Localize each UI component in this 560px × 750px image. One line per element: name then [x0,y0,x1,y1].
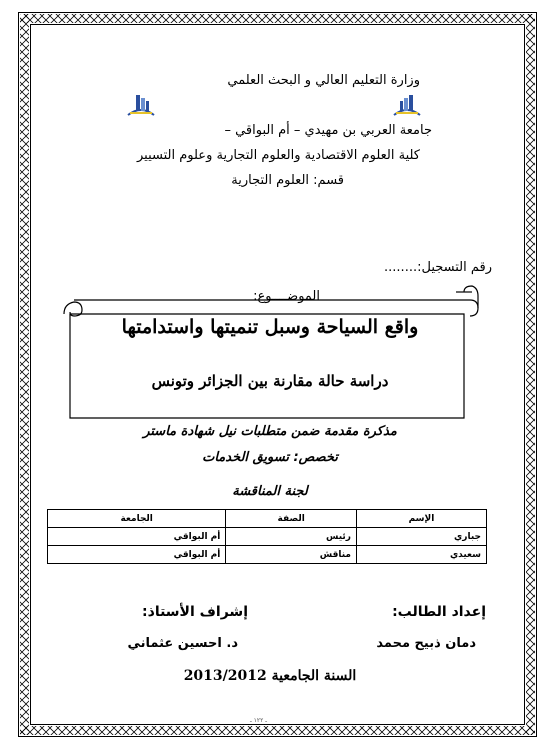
header-name: الإسم [356,510,486,528]
jury-table [47,509,487,564]
student-name: دمان ذبيح محمد [376,636,476,651]
subject-label: الموضــــوع: [253,289,320,304]
page-footer-mark: ـ ١٢٢ ـ [250,717,268,724]
cell-role: مناقش [226,546,357,564]
title-scroll-frame [60,284,480,424]
department-name: قسم: العلوم التجارية [231,173,344,188]
supervisor-name: د. احسين عثماني [127,636,238,651]
academic-year: السنة الجامعية 2013/2012 [183,668,357,684]
table-row [48,546,487,564]
ministry-name: وزارة التعليم العالي و البحث العلمي [227,73,420,88]
registration-number: رقم التسجيل:........ [384,260,492,275]
university-logo-left [126,91,156,119]
cell-university: أم البواقي [48,546,226,564]
cell-name: سعيدي [356,546,486,564]
header-university: الجامعة [48,510,226,528]
memo-statement: مذكرة مقدمة ضمن متطلبات نيل شهادة ماستر [143,424,397,439]
cell-role: رئيس [226,528,357,546]
faculty-name: كلية العلوم الاقتصادية والعلوم التجارية وعلوم التسيير [137,148,420,163]
thesis-subtitle: دراسة حالة مقارنة بين الجزائر وتونس [151,372,389,390]
table-row [48,528,487,546]
thesis-title: واقع السياحة وسبل تنميتها واستدامتها [121,316,419,338]
cell-name: جباري [356,528,486,546]
prepared-by-label: إعداد الطالب: [392,604,486,620]
cell-university: أم البواقي [48,528,226,546]
supervisor-label: إشراف الأستاذ: [142,604,248,620]
table-header-row [48,510,487,528]
specialty: تخصص: تسويق الخدمات [202,450,338,465]
university-name: جامعة العربي بن مهيدي – أم البواقي – [224,123,432,138]
university-logo-right [392,91,422,119]
header-role: الصفة [226,510,357,528]
committee-title: لجنة المناقشة [232,484,308,499]
